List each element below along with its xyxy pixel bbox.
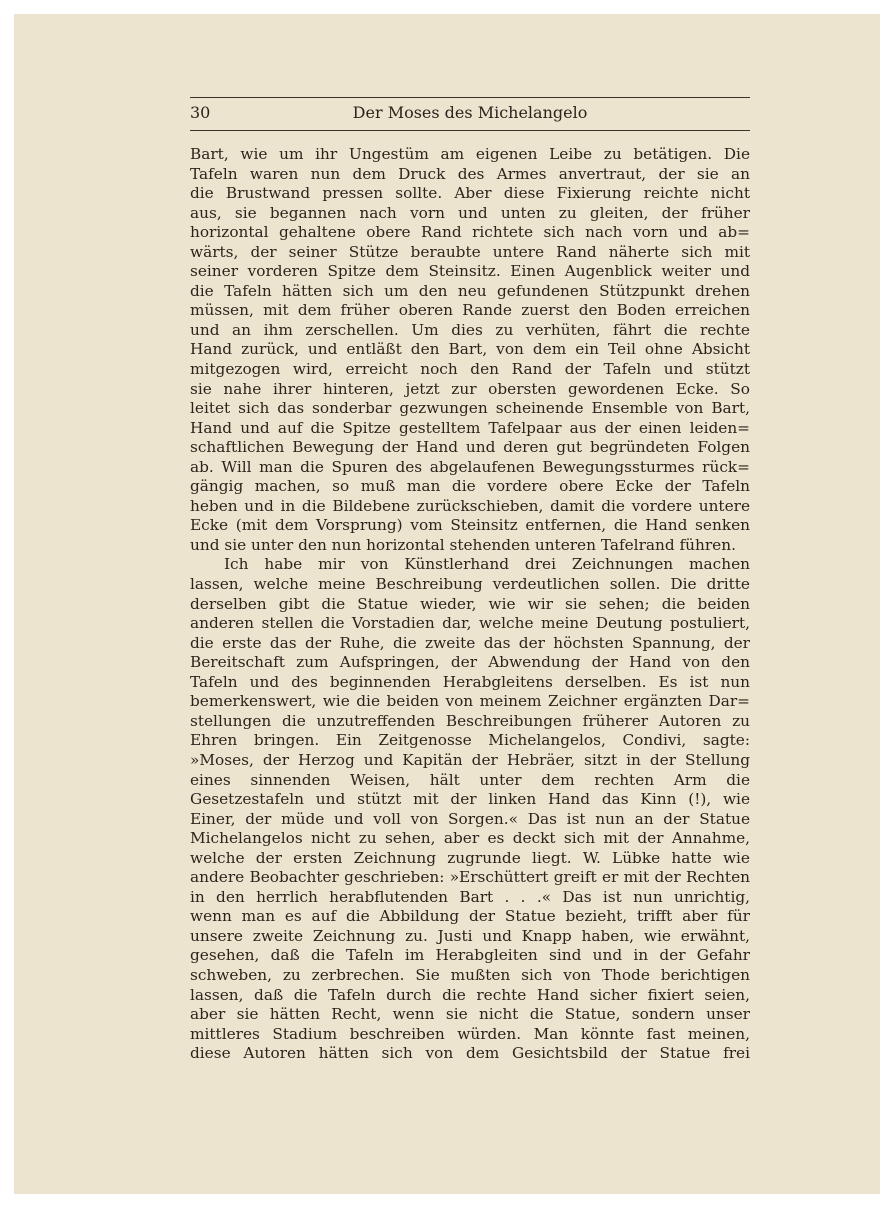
text-line: aus, sie begannen nach vorn und unten zu gleiten, der früher bbox=[190, 203, 750, 222]
text-line: welche der ersten Zeichnung zugrunde liegt. W. Lübke hatte wie bbox=[190, 848, 750, 867]
text-line: Hand zurück, und entläßt den Bart, von dem ein Teil ohne Absicht bbox=[190, 340, 750, 359]
text-line: gesehen, daß die Tafeln im Herabgleiten sind und in der Gefahr bbox=[190, 946, 750, 965]
text-line: ab. Will man die Spuren des abgelaufenen Bewegungssturmes rück= bbox=[190, 457, 750, 476]
text-line: wenn man es auf die Abbildung der Statue bezieht, trifft aber für bbox=[190, 907, 750, 926]
text-line: schaftlichen Bewegung der Hand und deren gut begründeten Folgen bbox=[190, 438, 750, 457]
header-rule-bottom bbox=[190, 130, 750, 131]
body-text bbox=[190, 145, 750, 1064]
text-line: wärts, der seiner Stütze beraubte untere Rand näherte sich mit bbox=[190, 242, 750, 261]
text-line: mitgezogen wird, erreicht noch den Rand der Tafeln und stützt bbox=[190, 360, 750, 379]
text-line: unsere zweite Zeichnung zu. Justi und Knapp haben, wie erwähnt, bbox=[190, 926, 750, 945]
text-line: diese Autoren hätten sich von dem Gesichtsbild der Statue frei bbox=[190, 1044, 750, 1063]
text-line: seiner vorderen Spitze dem Steinsitz. Einen Augenblick weiter und bbox=[190, 262, 750, 281]
text-line: Gesetzestafeln und stützt mit der linken Hand das Kinn (!), wie bbox=[190, 790, 750, 809]
text-line: lassen, daß die Tafeln durch die rechte Hand sicher fixiert seien, bbox=[190, 985, 750, 1004]
text-line: Tafeln und des beginnenden Herabgleitens derselben. Es ist nun bbox=[190, 672, 750, 691]
text-line: stellungen die unzutreffenden Beschreibungen früherer Autoren zu bbox=[190, 711, 750, 730]
text-line: anderen stellen die Vorstadien dar, welche meine Deutung postuliert, bbox=[190, 614, 750, 633]
text-line: mittleres Stadium beschreiben würden. Man könnte fast meinen, bbox=[190, 1024, 750, 1043]
text-line: Bart, wie um ihr Ungestüm am eigenen Leibe zu betätigen. Die bbox=[190, 145, 750, 163]
running-header bbox=[190, 103, 750, 125]
text-line: eines sinnenden Weisen, hält unter dem rechten Arm die bbox=[190, 770, 750, 789]
text-line: lassen, welche meine Beschreibung verdeutlichen sollen. Die dritte bbox=[190, 575, 750, 594]
text-line: die Brustwand pressen sollte. Aber diese Fixierung reichte nicht bbox=[190, 184, 750, 203]
text-line: Ehren bringen. Ein Zeitgenosse Michelangelos, Condivi, sagte: bbox=[190, 731, 750, 750]
text-line: Bereitschaft zum Aufspringen, der Abwendung der Hand von den bbox=[190, 653, 750, 672]
text-line: und an ihm zerschellen. Um dies zu verhüten, fährt die rechte bbox=[190, 320, 750, 339]
text-line: die erste das der Ruhe, die zweite das der höchsten Spannung, der bbox=[190, 633, 750, 652]
text-line: heben und in die Bildebene zurückschieben, damit die vordere untere bbox=[190, 496, 750, 515]
text-line: sie nahe ihrer hinteren, jetzt zur obersten gewordenen Ecke. So bbox=[190, 379, 750, 398]
text-line: aber sie hätten Recht, wenn sie nicht die Statue, sondern unser bbox=[190, 1005, 750, 1024]
text-line: derselben gibt die Statue wieder, wie wir sie sehen; die beiden bbox=[190, 594, 750, 613]
text-line: horizontal gehaltene obere Rand richtete sich nach vorn und ab= bbox=[190, 223, 750, 242]
text-line: bemerkenswert, wie die beiden von meinem Zeichner ergänzten Dar= bbox=[190, 692, 750, 711]
text-line: Ecke (mit dem Vorsprung) vom Steinsitz entfernen, die Hand senken bbox=[190, 516, 750, 535]
running-title: Der Moses des Michelangelo bbox=[352, 103, 588, 122]
text-line: in den herrlich herabflutenden Bart . . .« Das ist nun unrichtig, bbox=[190, 887, 750, 906]
paragraph-start-line: Ich habe mir von Künstlerhand drei Zeichnungen machen bbox=[224, 555, 750, 574]
text-line: Michelangelos nicht zu sehen, aber es deckt sich mit der Annahme, bbox=[190, 829, 750, 848]
text-line: schweben, zu zerbrechen. Sie mußten sich von Thode berichtigen bbox=[190, 965, 750, 984]
header-rule-top bbox=[190, 97, 750, 98]
text-line: die Tafeln hätten sich um den neu gefundenen Stützpunkt drehen bbox=[190, 281, 750, 300]
text-line: gängig machen, so muß man die vordere obere Ecke der Tafeln bbox=[190, 477, 750, 496]
paragraph-end-line: und sie unter den nun horizontal stehenden unteren Tafelrand führen. bbox=[190, 535, 736, 554]
text-line: andere Beobachter geschrieben: »Erschüttert greift er mit der Rechten bbox=[190, 868, 750, 887]
text-line: Tafeln waren nun dem Druck des Armes anvertraut, der sie an bbox=[190, 164, 750, 183]
text-line: leitet sich das sonderbar gezwungen scheinende Ensemble von Bart, bbox=[190, 399, 750, 418]
text-line: »Moses, der Herzog und Kapitän der Hebräer, sitzt in der Stellung bbox=[190, 750, 750, 769]
text-line: Einer, der müde und voll von Sorgen.« Das ist nun an der Statue bbox=[190, 809, 750, 828]
page-number: 30 bbox=[190, 103, 211, 122]
text-line: Hand und auf die Spitze gestelltem Tafelpaar aus der einen leiden= bbox=[190, 418, 750, 437]
text-line: müssen, mit dem früher oberen Rande zuerst den Boden erreichen bbox=[190, 301, 750, 320]
